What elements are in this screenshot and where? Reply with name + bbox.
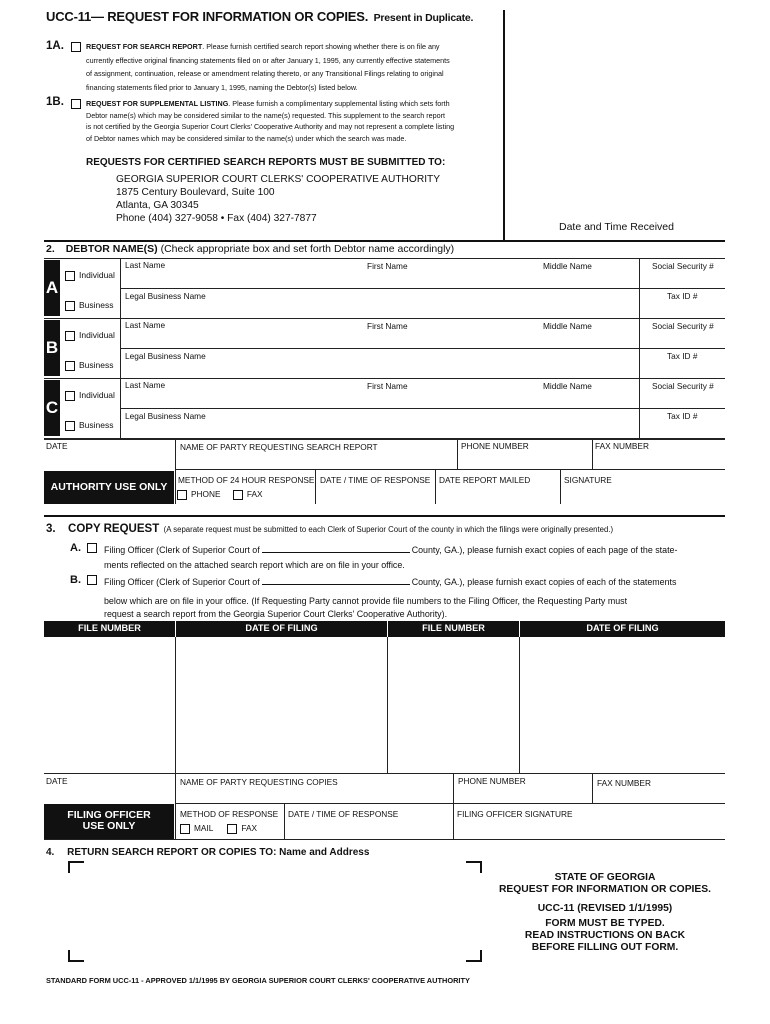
debtor-individual-option xyxy=(65,330,115,341)
debtor-row-mid-rule xyxy=(120,288,725,289)
middle-name-label: Middle Name xyxy=(543,381,592,391)
section-2-heading-rule xyxy=(44,258,725,259)
ssn-label: Social Security # xyxy=(652,381,714,391)
individual-checkbox[interactable] xyxy=(65,271,75,281)
copies-mail-checkbox[interactable] xyxy=(180,824,190,834)
last-name-label: Last Name xyxy=(125,320,166,330)
section-3-top-rule xyxy=(44,515,725,517)
tax-id-label: Tax ID # xyxy=(667,411,698,421)
typed-notice: FORM MUST BE TYPED. xyxy=(545,918,665,929)
copy-option-a-checkbox[interactable] xyxy=(87,543,97,553)
individual-label: Individual xyxy=(79,390,115,400)
authority-name: GEORGIA SUPERIOR COURT CLERKS' COOPERATIVE AUTHORITY xyxy=(116,174,441,185)
submit-heading: REQUESTS FOR CERTIFIED SEARCH REPORTS MUST BE SUBMITTED TO: xyxy=(86,157,446,168)
debtor-individual-option xyxy=(65,390,115,401)
section-1b-text xyxy=(86,98,496,144)
copy-b-county-field[interactable] xyxy=(262,575,410,585)
copies-requester-bottom-rule xyxy=(44,839,725,840)
instructions-notice: READ INSTRUCTIONS ON BACK xyxy=(524,930,686,941)
section-3-heading xyxy=(46,519,613,537)
file-table-separator-2 xyxy=(387,621,388,637)
individual-name-field[interactable] xyxy=(122,271,638,287)
search-report-checkbox[interactable] xyxy=(71,42,81,52)
business-name-field[interactable] xyxy=(122,362,638,377)
tax-id-divider xyxy=(639,408,640,438)
response-date-time-label: DATE / TIME OF RESPONSE xyxy=(320,475,431,485)
file-table-line-3 xyxy=(519,637,520,773)
request-divider-2 xyxy=(457,439,458,469)
response-method-options xyxy=(177,489,263,500)
tax-id-label: Tax ID # xyxy=(667,351,698,361)
date-filing-cell-2[interactable] xyxy=(520,637,725,773)
last-name-label: Last Name xyxy=(125,380,166,390)
file-table-separator-3 xyxy=(519,621,520,637)
business-checkbox[interactable] xyxy=(65,421,75,431)
request-divider-5 xyxy=(435,469,436,504)
copies-divider-1 xyxy=(175,773,176,839)
section-1a-number: 1A. xyxy=(46,40,64,52)
legal-business-name-label: Legal Business Name xyxy=(125,351,206,361)
tax-id-divider xyxy=(639,288,640,318)
requester-mid-rule xyxy=(175,469,725,470)
section-2-title: DEBTOR NAME(S) xyxy=(65,243,158,255)
ssn-divider xyxy=(639,318,640,348)
debtor-row-mid-rule xyxy=(120,348,725,349)
section-3-title: COPY REQUEST xyxy=(68,523,160,535)
individual-name-field[interactable] xyxy=(122,331,638,347)
file-table-line-2 xyxy=(387,637,388,773)
copy-a-line-2: ments reflected on the attached search report which are on file in your office. xyxy=(104,560,405,570)
ssn-label: Social Security # xyxy=(652,261,714,271)
last-name-label: Last Name xyxy=(125,260,166,270)
business-label: Business xyxy=(79,300,114,310)
section-1a-text xyxy=(86,41,496,93)
business-name-field[interactable] xyxy=(122,302,638,317)
request-fax-label: FAX NUMBER xyxy=(595,441,649,451)
debtor-letter: A xyxy=(44,260,60,316)
section-1a-line-1: . Please furnish certified search report showing whether there is on file any xyxy=(202,42,440,51)
debtor-letter: B xyxy=(44,320,60,376)
response-method-label: METHOD OF 24 HOUR RESPONSE xyxy=(178,475,315,485)
authority-signature-label: SIGNATURE xyxy=(564,475,612,485)
individual-label: Individual xyxy=(79,270,115,280)
section-4-heading xyxy=(46,847,369,858)
before-filling-notice: BEFORE FILLING OUT FORM. xyxy=(531,942,679,953)
copies-fax-checkbox[interactable] xyxy=(227,824,237,834)
tax-id-label: Tax ID # xyxy=(667,291,698,301)
date-time-received-label: Date and Time Received xyxy=(559,221,674,233)
request-date-label: DATE xyxy=(46,441,68,451)
first-name-label: First Name xyxy=(367,321,408,331)
authority-city: Atlanta, GA 30345 xyxy=(116,200,199,211)
authority-use-only-box xyxy=(44,471,174,504)
debtor-letter: C xyxy=(44,380,60,436)
section-1a-heading: REQUEST FOR SEARCH REPORT xyxy=(86,42,203,51)
filing-officer-use-only-box xyxy=(44,804,174,839)
form-revision: UCC-11 (REVISED 1/1/1995) xyxy=(537,903,673,914)
date-filing-cell-1[interactable] xyxy=(176,637,387,773)
copy-b-line-1-post: County, GA.), please furnish exact copies of each of the statements xyxy=(411,577,677,587)
individual-label: Individual xyxy=(79,330,115,340)
copy-option-b-text xyxy=(104,575,724,621)
copies-method-label: METHOD OF RESPONSE xyxy=(180,809,279,819)
copies-date-label: DATE xyxy=(46,776,68,786)
file-table-line-1 xyxy=(175,637,176,773)
form-title-text: UCC-11— REQUEST FOR INFORMATION OR COPIES. xyxy=(46,9,369,24)
section-1a-line-4: financing statements filed prior to January 1, 1995, naming the Debtor(s) listed below. xyxy=(86,82,358,92)
individual-checkbox[interactable] xyxy=(65,391,75,401)
ssn-label: Social Security # xyxy=(652,321,714,331)
tax-id-field[interactable] xyxy=(641,302,725,317)
section-1a-line-2: currently effective original financing statements filed on or after January 1, 1995, any currently effective statements xyxy=(86,55,450,65)
copy-a-county-field[interactable] xyxy=(262,543,410,553)
debtor-business-option xyxy=(65,420,114,431)
authority-use-only-label: AUTHORITY USE ONLY xyxy=(50,481,168,493)
copy-option-a-label: A. xyxy=(70,542,81,554)
debtor-row-mid-rule xyxy=(120,408,725,409)
copies-requester-mid-rule xyxy=(175,803,725,804)
debtor-individual-option xyxy=(65,270,115,281)
copy-b-line-2: below which are on file in your office. (If Requesting Party cannot provide file numbers to the Filing Officer, the Requesting Party must xyxy=(104,596,628,606)
copies-mail-label: MAIL xyxy=(194,823,214,833)
section-4-number: 4. xyxy=(46,847,55,858)
copies-divider-2 xyxy=(453,773,454,839)
first-name-label: First Name xyxy=(367,261,408,271)
copy-option-b-label: B. xyxy=(70,574,81,586)
section-2-number: 2. xyxy=(46,243,55,255)
legal-business-name-label: Legal Business Name xyxy=(125,291,206,301)
section-2-top-rule xyxy=(44,240,725,242)
request-party-name-label: NAME OF PARTY REQUESTING SEARCH REPORT xyxy=(180,442,378,452)
supplemental-listing-checkbox[interactable] xyxy=(71,99,81,109)
request-divider-6 xyxy=(560,469,561,504)
submit-address xyxy=(116,173,440,225)
copies-divider-3 xyxy=(592,773,593,803)
copy-option-a-text xyxy=(104,543,724,572)
authority-street: 1875 Century Boulevard, Suite 100 xyxy=(116,187,275,198)
requester-top-rule xyxy=(44,439,725,440)
debtor-business-option xyxy=(65,360,114,371)
response-fax-checkbox[interactable] xyxy=(233,490,243,500)
business-checkbox[interactable] xyxy=(65,301,75,311)
individual-name-field[interactable] xyxy=(122,391,638,407)
copy-option-b-checkbox[interactable] xyxy=(87,575,97,585)
date-filing-header-2: DATE OF FILING xyxy=(586,623,659,633)
tax-id-divider xyxy=(639,348,640,378)
section-3-subtitle: (A separate request must be submitted to each Clerk of Superior Court of the county in which the filings were originally presented.) xyxy=(163,525,614,534)
business-label: Business xyxy=(79,420,114,430)
form-title xyxy=(46,9,473,24)
request-phone-label: PHONE NUMBER xyxy=(461,441,529,451)
date-filing-header-1: DATE OF FILING xyxy=(245,623,318,633)
state-of-georgia: STATE OF GEORGIA xyxy=(554,872,656,883)
copy-b-line-1-pre: Filing Officer (Clerk of Superior Court of xyxy=(104,577,260,587)
debtor-row-bottom-rule xyxy=(44,318,725,319)
copies-fax-label: FAX NUMBER xyxy=(597,778,651,788)
business-name-field[interactable] xyxy=(122,422,638,437)
section-1b-number: 1B. xyxy=(46,96,64,108)
response-phone-checkbox[interactable] xyxy=(177,490,187,500)
tax-id-field[interactable] xyxy=(641,422,725,437)
report-mailed-label: DATE REPORT MAILED xyxy=(439,475,531,485)
use-only-label: USE ONLY xyxy=(82,820,136,832)
middle-name-label: Middle Name xyxy=(543,321,592,331)
section-1b-line-4: of Debtor names which may be considered similar to the name(s) under which the search was made. xyxy=(86,133,407,143)
header-right-divider xyxy=(503,10,505,240)
file-number-header-2: FILE NUMBER xyxy=(422,623,485,633)
section-1b-heading: REQUEST FOR SUPPLEMENTAL LISTING xyxy=(86,99,229,108)
section-3-number: 3. xyxy=(46,523,56,535)
tax-id-field[interactable] xyxy=(641,362,725,377)
authority-phone-fax: Phone (404) 327-9058 • Fax (404) 327-7877 xyxy=(116,213,317,224)
ssn-divider xyxy=(639,378,640,408)
section-4-title: RETURN SEARCH REPORT OR COPIES TO: Name and Address xyxy=(67,847,370,858)
section-2-subtitle: (Check appropriate box and set forth Debtor name accordingly) xyxy=(160,243,455,255)
ssn-field[interactable] xyxy=(641,391,725,407)
business-label: Business xyxy=(79,360,114,370)
filing-officer-label: FILING OFFICER xyxy=(67,809,151,821)
section-1b-line-1: . Please furnish a complimentary supplemental listing which sets forth xyxy=(228,99,450,108)
filing-officer-signature-label: FILING OFFICER SIGNATURE xyxy=(457,809,573,819)
copies-method-options xyxy=(180,823,257,834)
copies-requester-top-rule xyxy=(44,773,725,774)
request-divider-3 xyxy=(592,439,593,469)
section-1b-line-2: Debtor name(s) which may be considered similar to the name(s) requested. This supplement to the search report xyxy=(86,110,446,120)
legal-business-name-label: Legal Business Name xyxy=(125,411,206,421)
file-number-cell-2[interactable] xyxy=(388,637,519,773)
request-divider-4 xyxy=(315,469,316,504)
debtor-business-option xyxy=(65,300,114,311)
response-phone-label: PHONE xyxy=(191,489,221,499)
section-2-heading xyxy=(46,243,454,255)
ssn-divider xyxy=(639,258,640,288)
copy-a-line-1-pre: Filing Officer (Clerk of Superior Court of xyxy=(104,545,260,555)
middle-name-label: Middle Name xyxy=(543,261,592,271)
copies-date-time-label: DATE / TIME OF RESPONSE xyxy=(288,809,399,819)
ssn-field[interactable] xyxy=(641,331,725,347)
copies-party-name-label: NAME OF PARTY REQUESTING COPIES xyxy=(180,777,338,787)
footer-text: STANDARD FORM UCC-11 - APPROVED 1/1/1995 BY GEORGIA SUPERIOR COURT CLERKS' COOPERATIVE AUTHORITY xyxy=(46,976,470,985)
form-subject: REQUEST FOR INFORMATION OR COPIES. xyxy=(498,884,712,895)
copy-b-line-3: request a search report from the Georgia Superior Court Clerks' Cooperative Authority). xyxy=(104,609,448,619)
request-divider-1 xyxy=(175,439,176,504)
section-1b-line-3: is not certified by the Georgia Superior Court Clerks' Cooperative Authority and may not represent a complete listing xyxy=(86,122,455,131)
form-info-block xyxy=(470,872,740,954)
debtor-row-bottom-rule xyxy=(44,378,725,379)
return-address-field[interactable] xyxy=(72,866,472,954)
individual-checkbox[interactable] xyxy=(65,331,75,341)
file-number-cell-1[interactable] xyxy=(44,637,175,773)
form-title-suffix: Present in Duplicate. xyxy=(373,12,474,24)
file-table-separator-1 xyxy=(175,621,176,637)
response-fax-label: FAX xyxy=(246,489,263,499)
copies-phone-label: PHONE NUMBER xyxy=(458,776,526,786)
first-name-label: First Name xyxy=(367,381,408,391)
copies-divider-4 xyxy=(284,803,285,839)
section-1a-line-3: of assignment, continuation, release or amendment relating thereto, or any Transitional Filings relating to original xyxy=(86,69,444,78)
ssn-field[interactable] xyxy=(641,271,725,287)
copies-fax-option-label: FAX xyxy=(241,823,258,833)
business-checkbox[interactable] xyxy=(65,361,75,371)
copy-a-line-1-post: County, GA.), please furnish exact copies of each page of the state- xyxy=(411,545,678,555)
file-number-header-1: FILE NUMBER xyxy=(78,623,141,633)
